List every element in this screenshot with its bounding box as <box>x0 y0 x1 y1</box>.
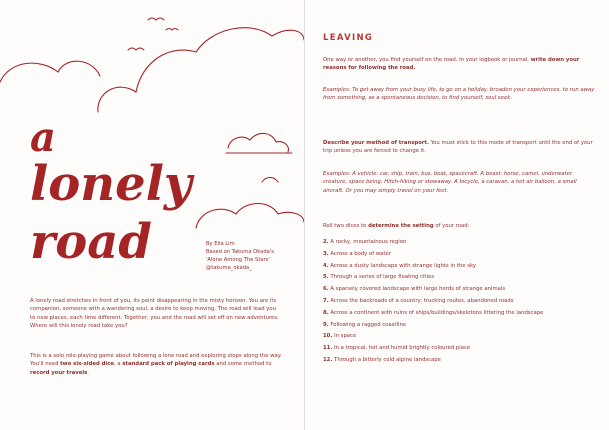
list-item: 6. A sparsely covered landscape with large herds of strange animals <box>323 286 506 293</box>
list-item: 10. In space <box>323 333 357 340</box>
left-page <box>0 0 304 430</box>
bird-icon <box>166 29 178 31</box>
cloud-mid-right <box>196 204 304 229</box>
credit-source-title: 'Alone Among The Stars' <box>206 257 270 264</box>
setting-instructions: Roll two dices to determine the setting of your road: <box>323 223 470 229</box>
setting-list <box>323 237 598 367</box>
list-item: 5. Through a series of large floating cities <box>323 274 434 281</box>
title-line-2: lonely <box>30 156 192 212</box>
transport-examples: Examples: A vehicle: car, ship, train, bus, boat, spacecraft. A beast: horse, camel, underwater creature, space being. Hitch-hiking or stowaway. A bicycle, a caravan, a hot air balloon, a small aircraft. Or you may simply travel on your feet. <box>323 171 577 194</box>
list-item: 2. A rocky, mountainous region <box>323 239 407 245</box>
reasons-examples: Examples: To get away from your busy life, to go on a holiday, broaden your experiences, to run away from something, as a spontaneous decision, to find yourself, soul seek. <box>323 87 595 102</box>
cloud-big-right <box>98 28 304 112</box>
credit-author: By Ella Lim <box>206 241 235 247</box>
section-heading: LEAVING <box>323 33 374 43</box>
requirements-paragraph: This is a solo role-playing game about following a lone road and exploring stops along the way. You'll need two six-sided dice, a standard pack of playing cards and some method to record your travels. <box>30 353 282 376</box>
list-item: 11. In a tropical, hot and humid brightly coloured place <box>323 345 471 352</box>
right-page <box>305 0 609 430</box>
intro-paragraph: A lonely road stretches in front of you, its point disappearing in the misty horizon. You are its companion, someone with a wandering soul, a desire to keep moving. The road will lead you to new places, each time different. Together, you and the road will set off on new adventures. Where will this lonely road take you? <box>30 298 279 330</box>
title-line-3: road <box>30 214 152 270</box>
list-item: 12. Through a bitterly cold alpine landscape <box>323 356 441 363</box>
list-item: 7. Across the backroads of a country: trucking routes, abandoned roads <box>323 297 514 304</box>
list-item: 8. Across a continent with ruins of ships/buildings/skeletons littering the landscape <box>323 309 544 316</box>
list-item: 4. Across a dusty landscape with strange lights in the sky <box>323 262 476 269</box>
list-item: 3. Across a body of water <box>323 250 391 257</box>
cloud-tiny <box>262 178 278 183</box>
cloud-top-left <box>0 61 100 82</box>
list-item: 9. Following a ragged coastline <box>323 321 407 328</box>
credits <box>206 240 274 272</box>
bird-icon <box>128 48 144 50</box>
reasons-paragraph: One way or another, you find yourself on the road. In your logbook or journal, write down your reasons for following the road. <box>323 57 580 72</box>
bird-icon <box>148 18 164 20</box>
transport-paragraph: Describe your method of transport. You must stick to this mode of transport until the end of your trip unless you are forced to change it. <box>323 140 593 155</box>
credit-based-on: Based on Takuma Okada's <box>206 249 274 256</box>
credit-handle: @takuma_okada_ <box>206 265 252 272</box>
cloud-small <box>228 133 288 152</box>
title-line-1: a <box>30 114 56 161</box>
